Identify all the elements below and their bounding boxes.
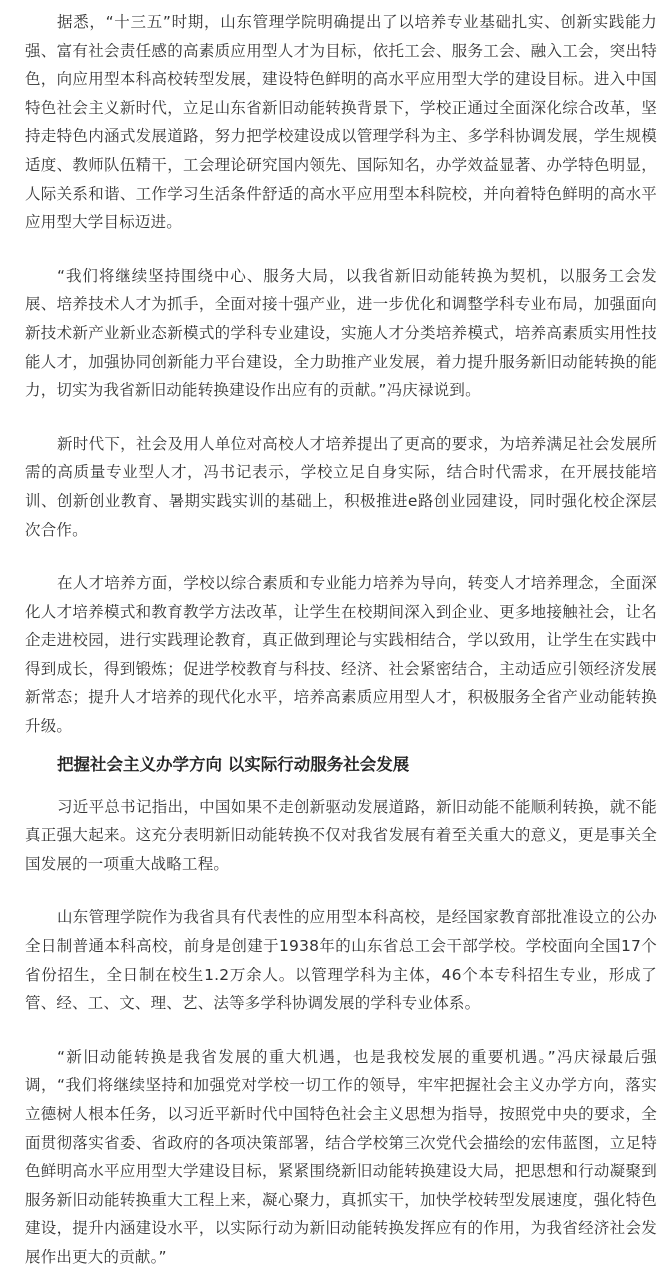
paragraph-spacer: [25, 405, 657, 430]
article-paragraph: “新旧动能转换是我省发展的重大机遇，也是我校发展的重要机遇。”冯庆禄最后强调，“我们将继续坚持和加强党对学校一切工作的领导，牢牢把握社会主义办学方向，落实立德树人根本任务，以习近平新时代中国特色社会主义思想为指导，按照党中央的要求，全面贯彻落实省委、省政府的各项决策部署，结合学校第三次党代会描绘的宏伟蓝图，立足特色鲜明高水平应用型大学建设目标，紧紧围绕新旧动能转换建设大局，把思想和行动凝聚到服务新旧动能转换重大工程上来，凝心聚力，真抓实干，加快学校转型发展速度，强化特色建设，提升内涵建设水平，以实际行动为新旧动能转换发挥应有的作用，为我省经济社会发展作出更大的贡献。”: [25, 1047, 657, 1266]
paragraph-spacer: [25, 237, 657, 262]
paragraph-spacer: [25, 1018, 657, 1043]
article-paragraph: 新时代下，社会及用人单位对高校人才培养提出了更高的要求，为培养满足社会发展所需的高质量专业型人才，冯书记表示，学校立足自身实际，结合时代需求，在开展技能培训、创新创业教育、暑期实践实训的基础上，积极推进e路创业园建设，同时强化校企深层次合作。: [25, 434, 657, 539]
article-paragraph: 习近平总书记指出，中国如果不走创新驱动发展道路，新旧动能不能顺利转换，就不能真正强大起来。这充分表明新旧动能转换不仅对我省发展有着至关重大的意义，更是事关全国发展的一项重大战略工程。: [25, 797, 657, 873]
paragraph-spacer: [25, 878, 657, 903]
article-paragraph: 在人才培养方面，学校以综合素质和专业能力培养为导向，转变人才培养理念，全面深化人才培养模式和教育教学方法改革，让学生在校期间深入到企业、更多地接触社会，让名企走进校园，进行实践理论教育，真正做到理论与实践相结合，学以致用，让学生在实践中得到成长，得到锻炼；促进学校教育与科技、经济、社会紧密结合，主动适应引领经济发展新常态；提升人才培养的现代化水平，培养高素质应用型人才，积极服务全省产业动能转换升级。: [25, 574, 657, 736]
article-paragraph: 据悉，“十三五”时期，山东管理学院明确提出了以培养专业基础扎实、创新实践能力强、富有社会责任感的高素质应用型人才为目标，依托工会、服务工会、融入工会，突出特色，向应用型本科高校转型发展，建设特色鲜明的高水平应用型大学的建设目标。进入中国特色社会主义新时代，立足山东省新旧动能转换背景下，学校正通过全面深化综合改革，坚持走特色内涵式发展道路，努力把学校建设成以管理学科为主、多学科协调发展，学生规模适度、教师队伍精干，工会理论研究国内领先、国际知名，办学效益显著、办学特色明显，人际关系和谐、工作学习生活条件舒适的高水平应用型本科院校，并向着特色鲜明的高水平应用型大学目标迈进。: [25, 13, 657, 232]
article-paragraph: “我们将继续坚持围绕中心、服务大局，以我省新旧动能转换为契机，以服务工会发展、培养技术人才为抓手，全面对接十强产业，进一步优化和调整学科专业布局，加强面向新技术新产业新业态新模式的学科专业建设，实施人才分类培养模式，培养高素质实用性技能人才，加强协同创新能力平台建设，全力助推产业发展，着力提升服务新旧动能转换的能力，切实为我省新旧动能转换建设作出应有的贡献。”冯庆禄说到。: [25, 266, 657, 400]
section-heading: 把握社会主义办学方向 以实际行动服务社会发展: [57, 754, 410, 774]
article-paragraph: 山东管理学院作为我省具有代表性的应用型本科高校，是经国家教育部批准设立的公办全日制普通本科高校，前身是创建于1938年的山东省总工会干部学校。学校面向全国17个省份招生，全日制在校生1.2万余人。以管理学科为主体，46个本专科招生专业，形成了管、经、工、文、理、艺、法等多学科协调发展的学科专业体系。: [25, 908, 657, 1013]
paragraph-spacer: [25, 544, 657, 569]
